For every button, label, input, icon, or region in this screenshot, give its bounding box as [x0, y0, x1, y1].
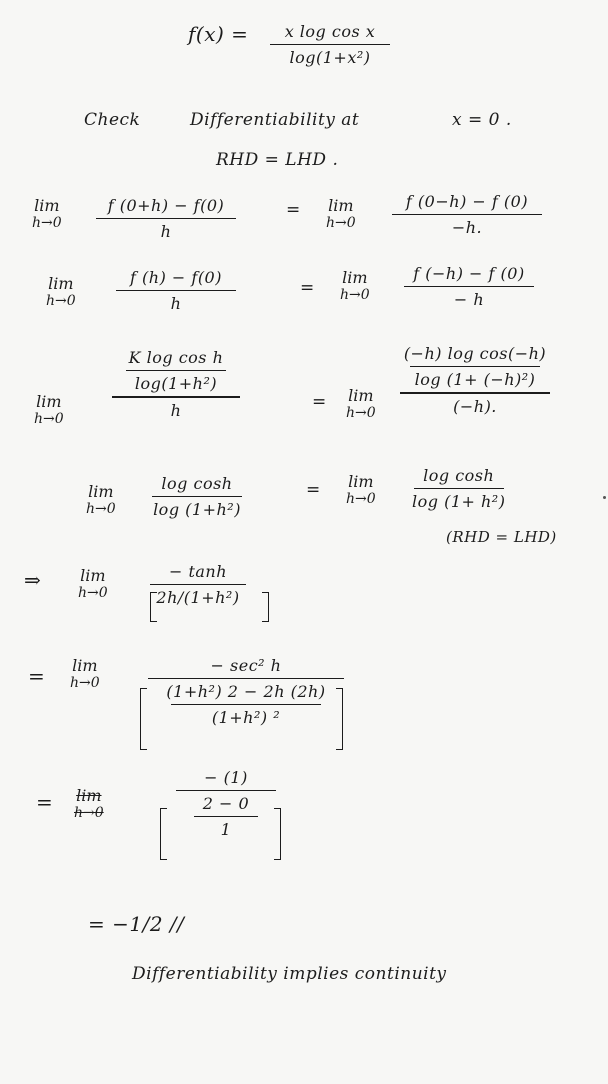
- limit-operator: lim h→0: [326, 196, 356, 231]
- limit-operator: lim h→0: [78, 566, 108, 601]
- function-definition-fraction: [270, 22, 390, 67]
- lhd-difference-quotient: f (0−h) − f (0) −h.: [392, 192, 542, 237]
- equals-sign: =: [36, 790, 54, 814]
- equals-sign: =: [306, 480, 321, 500]
- right-bracket: [336, 688, 343, 750]
- evaluated-limit-ratio: − (1) 2 − 0 1: [176, 768, 276, 839]
- lhd-compound-fraction: (−h) log cos(−h) log (1+ (−h)²) (−h).: [400, 344, 550, 416]
- limit-operator: lim h→0: [46, 274, 76, 309]
- final-result: = −1/2 //: [88, 912, 185, 936]
- point-x-equals-zero: x = 0 .: [452, 110, 512, 130]
- limit-operator: lim h→0: [34, 392, 64, 427]
- conclusion-text: Differentiability implies continuity: [132, 964, 447, 984]
- lhd-log-ratio: log cosh log (1+ h²): [412, 466, 506, 511]
- stray-mark: [603, 496, 606, 499]
- rhd-difference-quotient: f (0+h) − f(0) h: [96, 196, 236, 241]
- differentiability-heading: Differentiability at: [190, 110, 360, 130]
- limit-operator: lim h→0: [70, 656, 100, 691]
- function-denominator: log(1+x²): [289, 48, 371, 67]
- right-bracket: [274, 808, 281, 860]
- rhd-equals-lhd: RHD = LHD .: [216, 150, 339, 170]
- equals-sign: =: [286, 200, 301, 220]
- rhd-quotient-simplified: f (h) − f(0) h: [116, 268, 236, 313]
- lhopital-first-derivative-ratio: − tanh 2h/(1+h²): [150, 562, 246, 607]
- struck-out-limit-operator: lim h→0: [74, 786, 104, 821]
- check-word: Check: [84, 110, 141, 130]
- fraction-bar: [270, 44, 390, 45]
- equals-sign: =: [28, 664, 46, 688]
- equals-sign: =: [312, 392, 327, 412]
- rhd-log-ratio: log cosh log (1+h²): [153, 474, 241, 519]
- rhd-equals-lhd-note: (RHD = LHD): [446, 528, 557, 546]
- limit-operator: lim h→0: [346, 386, 376, 421]
- rhd-compound-fraction: K log cos h log(1+h²) h: [112, 348, 240, 420]
- limit-operator: lim h→0: [32, 196, 62, 231]
- implies-arrow: ⇒: [24, 568, 42, 592]
- right-bracket: [262, 592, 269, 622]
- left-bracket: [140, 688, 147, 750]
- lhd-quotient-simplified: f (−h) − f (0) − h: [404, 264, 534, 309]
- lhopital-second-derivative-ratio: − sec² h (1+h²) 2 − 2h (2h) (1+h²) ²: [148, 656, 344, 727]
- function-label: f(x) =: [188, 22, 249, 46]
- limit-operator: lim h→0: [86, 482, 116, 517]
- left-bracket: [150, 592, 157, 622]
- limit-operator: lim h→0: [346, 472, 376, 507]
- function-numerator: x log cos x: [284, 22, 376, 41]
- limit-operator: lim h→0: [340, 268, 370, 303]
- equals-sign: =: [300, 278, 315, 298]
- left-bracket: [160, 808, 167, 860]
